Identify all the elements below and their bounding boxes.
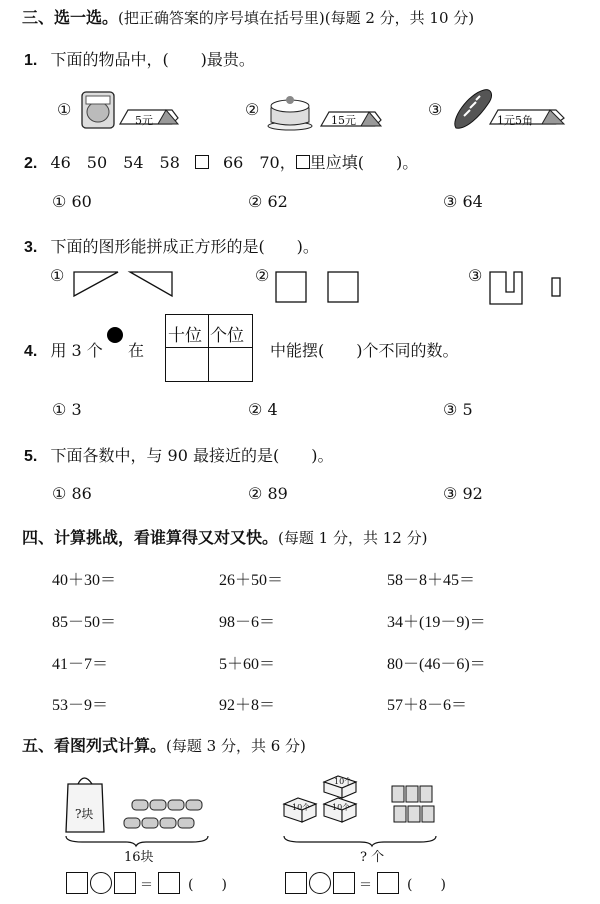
question-number: 3. [24, 239, 38, 256]
option-mark: ② [245, 100, 260, 119]
option-3 [443, 484, 483, 503]
section-3-heading [22, 5, 474, 28]
calc-item: 58－8＋45＝ [387, 572, 476, 589]
question-text: 用 3 个 [50, 341, 103, 360]
question-4 [24, 338, 103, 361]
price-tag: 1元5角 [497, 114, 533, 127]
answer-box[interactable] [114, 872, 136, 894]
blank-box-icon [195, 155, 209, 169]
option-3 [443, 400, 473, 419]
option-value: 64 [462, 192, 483, 211]
answer-box[interactable] [333, 872, 355, 894]
total-label: ? 个 [360, 850, 385, 865]
answer-box[interactable] [285, 872, 307, 894]
option-mark: ① [57, 100, 72, 119]
question-text: 下面各数中，与 90 最接近的是( )。 [50, 446, 334, 465]
section-note: (每题 3 分，共 6 分) [166, 737, 306, 755]
question-number: 4. [24, 343, 38, 360]
calc-item: 53－9＝ [52, 697, 109, 714]
notched-square-icon [488, 270, 578, 310]
place-value-chart [165, 314, 253, 382]
number-sequence: 46 50 54 58 [50, 153, 180, 172]
ones-header: 个位 [210, 326, 244, 346]
option-value: 89 [267, 484, 288, 503]
option-mark: ② [248, 484, 263, 503]
bag-label: ?块 [75, 807, 94, 821]
option-value: 92 [462, 484, 483, 503]
question-5 [24, 443, 333, 466]
option-value: 4 [267, 400, 278, 419]
option-value: 3 [71, 400, 82, 419]
question-text: 中能摆( )个不同的数。 [270, 341, 459, 360]
calc-item: 40＋30＝ [52, 572, 117, 589]
option-mark: ① [50, 266, 65, 285]
option-mark: ① [52, 400, 67, 419]
option-mark: ③ [468, 266, 483, 285]
equals-sign: ＝ [359, 878, 373, 893]
bead-icon [106, 326, 124, 344]
box-label: 10个 [334, 777, 353, 786]
section-5-heading [22, 733, 306, 756]
question-text: 里应填( )。 [309, 153, 419, 172]
option-mark: ③ [443, 484, 458, 503]
option-value: 60 [71, 192, 92, 211]
section-title: 四、计算挑战，看谁算得又对又快。 [22, 528, 279, 547]
question-2 [24, 150, 418, 173]
option-mark: ③ [443, 192, 458, 211]
question-number: 2. [24, 155, 38, 172]
question-number: 1. [24, 52, 38, 69]
bread-bag-icon [80, 88, 180, 132]
question-number: 5. [24, 448, 38, 465]
calc-item: 92＋8＝ [219, 697, 276, 714]
two-triangles-icon [72, 270, 182, 302]
box-label: 10个 [292, 803, 311, 812]
option-2 [248, 192, 288, 211]
option-mark: ③ [443, 400, 458, 419]
price-tag: 5元 [135, 114, 153, 127]
two-squares-icon [274, 270, 364, 304]
option-2 [248, 400, 278, 419]
calc-item: 85－50＝ [52, 614, 117, 631]
option-mark: ③ [428, 100, 443, 119]
price-tag: 15元 [331, 114, 356, 127]
option-mark: ① [52, 192, 67, 211]
unit-blank[interactable]: ( ) [407, 877, 446, 893]
option-1 [52, 192, 92, 211]
blank-box-icon [296, 155, 310, 169]
tens-header: 十位 [168, 326, 202, 346]
operator-circle[interactable] [309, 872, 331, 894]
divider [166, 347, 252, 348]
question-text: 在 [128, 341, 145, 360]
number-sequence: 66 70， [222, 153, 296, 172]
section-note: (把正确答案的序号填在括号里)(每题 2 分，共 10 分) [118, 9, 475, 27]
operator-circle[interactable] [90, 872, 112, 894]
option-mark: ② [248, 192, 263, 211]
option-value: 5 [462, 400, 473, 419]
calc-item: 80－(46－6)＝ [387, 656, 486, 673]
answer-box[interactable] [158, 872, 180, 894]
box-label: 10个 [332, 803, 351, 812]
option-1 [52, 400, 82, 419]
question-3 [24, 234, 319, 257]
section-title: 五、看图列式计算。 [22, 736, 167, 755]
option-value: 62 [267, 192, 288, 211]
option-mark: ① [52, 484, 67, 503]
section-note: (每题 1 分，共 12 分) [278, 529, 428, 547]
divider [208, 315, 209, 381]
calc-item: 57＋8－6＝ [387, 697, 468, 714]
total-label: 16块 [124, 850, 154, 865]
equals-sign: ＝ [140, 878, 154, 893]
calc-item: 41－7＝ [52, 656, 109, 673]
answer-box[interactable] [377, 872, 399, 894]
option-mark: ② [255, 266, 270, 285]
answer-box[interactable] [66, 872, 88, 894]
question-text: 下面的图形能拼成正方形的是( )。 [50, 237, 319, 256]
cake-icon [265, 90, 385, 132]
option-value: 86 [71, 484, 92, 503]
unit-blank[interactable]: ( ) [188, 877, 227, 893]
calc-item: 5＋60＝ [219, 656, 276, 673]
calc-item: 26＋50＝ [219, 572, 284, 589]
calc-item: 34＋(19－9)＝ [387, 614, 486, 631]
option-2 [248, 484, 288, 503]
calc-item: 98－6＝ [219, 614, 276, 631]
section-4-heading [22, 525, 427, 548]
option-3 [443, 192, 483, 211]
section-title: 三、选一选。 [22, 8, 119, 27]
question-1 [24, 47, 255, 70]
option-mark: ② [248, 400, 263, 419]
option-1 [52, 484, 92, 503]
question-text: 下面的物品中，( )最贵。 [50, 50, 255, 69]
